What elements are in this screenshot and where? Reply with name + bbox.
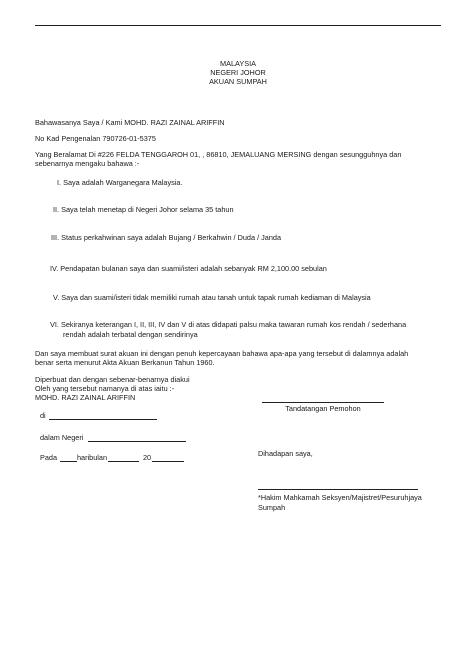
named-line: Oleh yang tersebut namanya di atas iaitu :- <box>35 384 175 393</box>
year-blank <box>152 461 184 462</box>
date-haribulan: haribulan <box>77 453 108 462</box>
item-6-line-2: rendah adalah terbatal dengan sendirinya <box>63 330 198 339</box>
declared-line: Diperbuat dan dengan sebenar-benarnya diakui <box>35 375 190 384</box>
officer-title-line-2: Sumpah <box>258 503 286 512</box>
date-pada: Pada <box>40 453 58 462</box>
place-blank <box>49 419 157 420</box>
month-blank <box>108 461 139 462</box>
state-blank <box>88 441 186 442</box>
state-label: dalam Negeri <box>40 433 84 442</box>
item-2: II. Saya telah menetap di Negeri Johor selama 35 tahun <box>53 205 234 214</box>
item-5: V. Saya dan suami/isteri tidak memiliki rumah atau tanah untuk tapak rumah kediaman di Malaysia <box>53 293 371 302</box>
address-line-2: sebenarnya mengaku bahawa :- <box>35 159 140 168</box>
at-label: di <box>40 411 46 420</box>
day-blank <box>60 461 77 462</box>
signature-caption: Tandatangan Pemohon <box>285 404 361 413</box>
date-year-prefix: 20 <box>143 453 152 462</box>
header-country: MALAYSIA <box>220 59 256 68</box>
item-4: IV. Pendapatan bulanan saya dan suami/isteri adalah sebanyak RM 2,100.00 sebulan <box>50 264 327 273</box>
top-rule <box>35 25 441 26</box>
declarant-name-line: Bahawasanya Saya / Kami MOHD. RAZI ZAINAL ARIFFIN <box>35 118 225 127</box>
header-state: NEGERI JOHOR <box>210 68 266 77</box>
before-me: Dihadapan saya, <box>258 449 313 458</box>
closing-line-1: Dan saya membuat surat akuan ini dengan penuh kepercayaan bahawa apa-apa yang tersebut di dalamnya adalah <box>35 349 409 358</box>
item-1: I. Saya adalah Warganegara Malaysia. <box>57 178 183 187</box>
document-title: AKUAN SUMPAH <box>209 77 267 86</box>
declarant-name: MOHD. RAZI ZAINAL ARIFFIN <box>35 393 136 402</box>
signature-line <box>262 402 384 403</box>
closing-line-2: benar serta menurut Akta Akuan Berkanun Tahun 1960. <box>35 358 215 367</box>
ic-number-line: No Kad Pengenalan 790726-01-5375 <box>35 134 156 143</box>
officer-title-line-1: *Hakim Mahkamah Seksyen/Majistret/Pesuruhjaya <box>258 493 422 502</box>
officer-signature-line <box>258 489 418 490</box>
item-6-line-1: VI. Sekiranya keterangan I, II, III, IV dan V di atas didapati palsu maka tawaran rumah kos rendah / sederhana <box>50 320 407 329</box>
address-line-1: Yang Beralamat Di #226 FELDA TENGGAROH 01, , 86810, JEMALUANG MERSING dengan sesungguhnya dan <box>35 150 402 159</box>
item-3: III. Status perkahwinan saya adalah Bujang / Berkahwin / Duda / Janda <box>51 233 281 242</box>
